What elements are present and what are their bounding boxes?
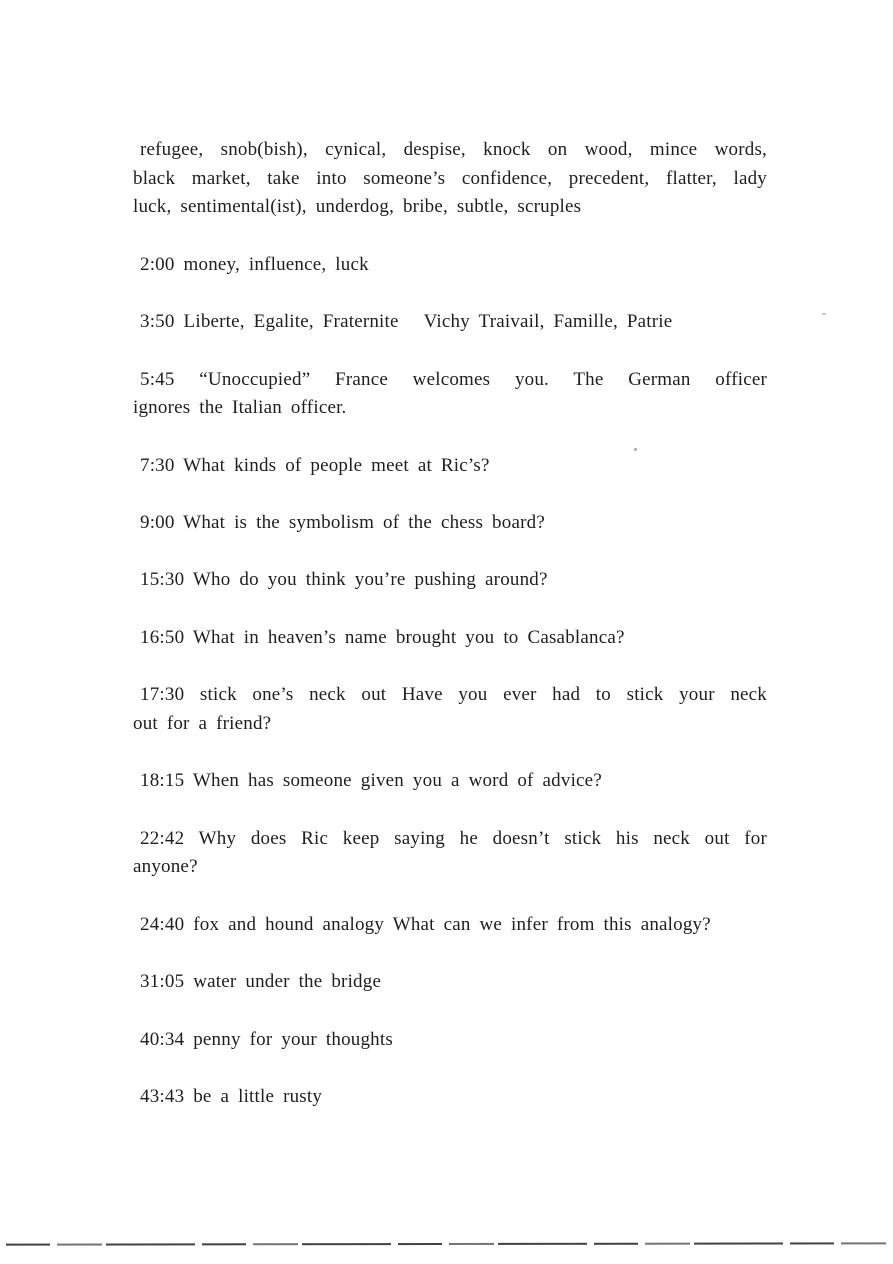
text-line: black market, take into someone’s confidence, precedent, flatter, lady	[133, 167, 767, 189]
entry-40-34	[133, 1026, 767, 1055]
text-line: 7:30 What kinds of people meet at Ric’s?	[140, 454, 490, 476]
entry-22-42	[133, 825, 767, 882]
text-segment: 3:50 Liberte, Egalite, Fraternite	[140, 311, 399, 333]
entry-16-50	[133, 624, 767, 653]
text-line: 16:50 What in heaven’s name brought you to Casablanca?	[140, 626, 625, 648]
text-line: 15:30 Who do you think you’re pushing around?	[140, 569, 548, 591]
entry-31-05	[133, 968, 767, 997]
text-line: anyone?	[133, 856, 198, 878]
text-line: 22:42 Why does Ric keep saying he doesn’t stick his neck out for	[140, 827, 767, 849]
entry-2-00	[133, 251, 767, 280]
entry-9-00	[133, 509, 767, 538]
text-line: 40:34 penny for your thoughts	[140, 1028, 393, 1050]
vocabulary-list	[133, 136, 767, 222]
scan-speck	[822, 313, 826, 315]
scan-speck	[634, 448, 637, 451]
text-line: ignores the Italian officer.	[133, 397, 347, 419]
text-line: luck, sentimental(ist), underdog, bribe, subtle, scruples	[133, 196, 582, 218]
entry-43-43	[133, 1083, 767, 1112]
text-line: 5:45 “Unoccupied” France welcomes you. The German officer	[140, 368, 767, 390]
entry-7-30	[133, 452, 767, 481]
worksheet-text-block	[133, 136, 767, 1112]
text-line: 17:30 stick one’s neck out Have you ever had to stick your neck	[140, 684, 767, 706]
text-line: 9:00 What is the symbolism of the chess board?	[140, 512, 545, 534]
text-line	[133, 308, 767, 337]
entry-18-15	[133, 767, 767, 796]
text-line: 43:43 be a little rusty	[140, 1085, 323, 1107]
text-line: 18:15 When has someone given you a word of advice?	[140, 770, 602, 792]
entry-3-50	[133, 308, 767, 337]
text-line: 2:00 money, influence, luck	[140, 253, 369, 275]
text-segment: Vichy Traivail, Famille, Patrie	[423, 311, 673, 333]
entry-24-40	[133, 911, 767, 940]
text-line: refugee, snob(bish), cynical, despise, knock on wood, mince words,	[140, 139, 767, 160]
text-line: 24:40 fox and hound analogy What can we infer from this analogy?	[140, 913, 711, 935]
entry-5-45	[133, 366, 767, 423]
text-line: 31:05 water under the bridge	[140, 971, 382, 993]
text-line: out for a friend?	[133, 712, 272, 734]
scan-page-bottom-edge	[6, 1242, 887, 1245]
entry-17-30	[133, 681, 767, 738]
entry-15-30	[133, 566, 767, 595]
